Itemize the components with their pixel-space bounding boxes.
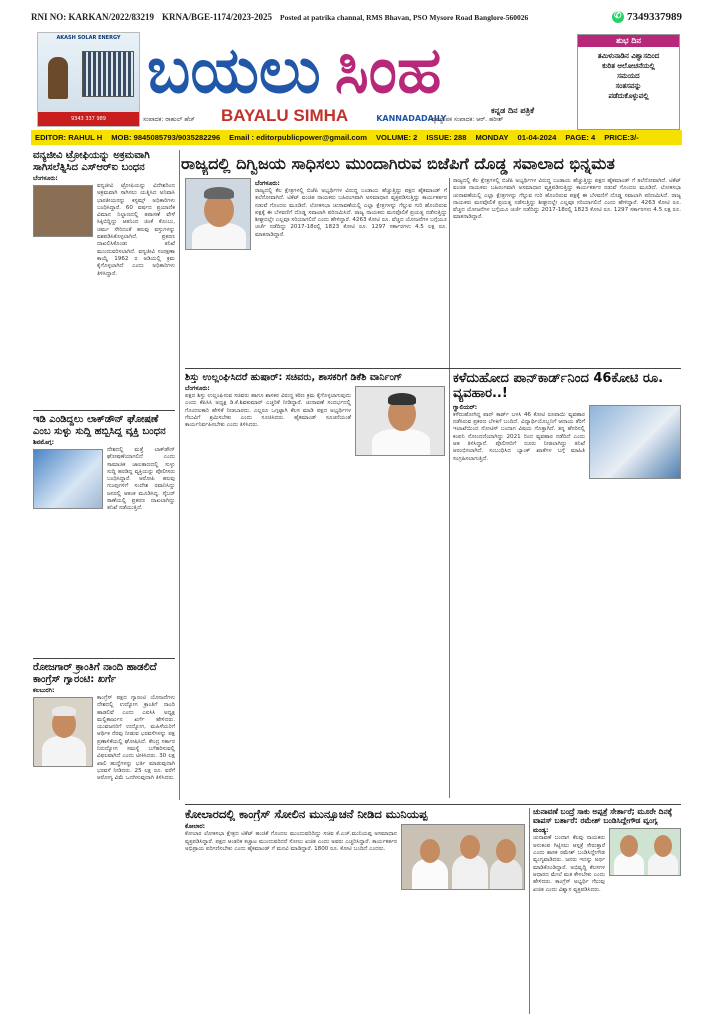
publisher-credit: [431, 106, 535, 124]
logo-daily-tag: KANNADADAILY: [376, 114, 447, 123]
rni-number: RNI NO: KARKAN/2022/83219: [31, 12, 154, 22]
solar-advertisement: [37, 32, 140, 127]
phone-photo: [33, 449, 103, 509]
krna-number: KRNA/BGE-1174/2023-2025: [162, 12, 273, 22]
article-body: ಕಳೆದುಹೋಗಿದ್ದ ಪಾನ್ ಕಾರ್ಡ್ ಬಳಸಿ 46 ಕೋಟಿ ರೂಪಾಯಿ ವ್ಯವಹಾರ ನಡೆಸಿರುವ ಪ್ರಕರಣ ಬೆಳಕಿಗೆ ಬಂದಿದೆ. ವಿದ್ಯಾರ್ಥಿಯೊಬ್ಬನಿಗೆ ಆದಾಯ ತೆರಿಗೆ ಇಲಾಖೆಯಿಂದ ನೋಟಿಸ್ ಬಂದಾಗ ವಿಷಯ ಗೊತ್ತಾಗಿದೆ. ತನ್ನ ಹೆಸರಿನಲ್ಲಿ ಕಂಪನಿ ನೋಂದಣಿಯಾಗಿದ್ದು 2021 ರಿಂದ ವ್ಯವಹಾರ ನಡೆದಿದೆ ಎಂದು ಆತ ತಿಳಿಸಿದ್ದಾನೆ. ಪೊಲೀಸರಿಗೆ ದೂರು ನೀಡಲಾಗಿದ್ದು ತನಿಖೆ ಆರಂಭಿಸಲಾಗಿದೆ. ಸಂಬಂಧಿಸಿದ ಬ್ಯಾಂಕ್ ಖಾತೆಗಳ ಬಗ್ಗೆ ಮಾಹಿತಿ ಸಂಗ್ರಹಿಸಲಾಗುತ್ತಿದೆ.: [453, 411, 585, 462]
issue-date: 01-04-2024: [517, 133, 557, 142]
article-bjp-dissent: [185, 178, 447, 364]
registration-strip: [31, 8, 682, 26]
section-rule: [33, 410, 175, 411]
article-body: ರಾಜ್ಯದಲ್ಲಿ ಕೆಲ ಕ್ಷೇತ್ರಗಳಲ್ಲಿ ಬಿಜೆಪಿ ಅಭ್ಯರ್ಥಿಗಳ ವಿರುದ್ಧ ಬಂಡಾಯ ಹೆಚ್ಚುತ್ತಿದ್ದು ಪಕ್ಷದ ಹೈಕಮಾಂಡ್ ಗೆ ತಲೆನೋವಾಗಿದೆ. ಟಿಕೆಟ್ ವಂಚಿತ ನಾಯಕರು ಬಹಿರಂಗವಾಗಿ ಅಸಮಾಧಾನ ವ್ಯಕ್ತಪಡಿಸುತ್ತಿದ್ದು ಕಾರ್ಯಕರ್ತರ ನಡುವೆ ಗೊಂದಲ ಮೂಡಿದೆ. ಲೋಕಸಭಾ ಚುನಾವಣೆಯಲ್ಲಿ ಎಲ್ಲಾ ಕ್ಷೇತ್ರಗಳನ್ನು ಗೆಲ್ಲುವ ಗುರಿ ಹೊಂದಿರುವ ಪಕ್ಷಕ್ಕೆ ಈ ಬೆಳವಣಿಗೆ ದೊಡ್ಡ ಸವಾಲಾಗಿ ಪರಿಣಮಿಸಿದೆ. ರಾಜ್ಯ ನಾಯಕರು ಮನವೊಲಿಕೆ ಪ್ರಯತ್ನ ನಡೆಸುತ್ತಿದ್ದು ಶೀಘ್ರದಲ್ಲೇ ಎಲ್ಲವೂ ಸರಿಯಾಗಲಿದೆ ಎಂದು ಹೇಳಿದ್ದಾರೆ. 4263 ಕೋಟಿ ರೂ. ವೆಚ್ಚದ ಯೋಜನೆಗಳ ಬಗ್ಗೆಯೂ ಚರ್ಚೆ ನಡೆದಿದ್ದು 2017-18ರಲ್ಲಿ 1823 ಕೋಟಿ ರೂ. 1297 ಸರ್ಕಾರಗಳು 4.5 ಲಕ್ಷ ರೂ. ಮಾತನಾಡಿದ್ದಾರೆ.: [255, 188, 447, 238]
article-wildlife-trophy: [33, 150, 175, 410]
article-dks-warning: [185, 372, 445, 802]
column-divider: [179, 150, 180, 800]
email-address: Email : editorpublicpower@gmail.com: [229, 133, 367, 142]
article-pan-card: [453, 372, 681, 802]
article-lockdown-rumor: [33, 414, 175, 658]
article-headline: ಇಡಿ ಎಂಡಿದ್ದಲು ಲಾಕ್‌ಡೌನ್ ಘೋಷಣೆ ಎಂಬ ಸುಳ್ಳು ಸುದ್ದಿ ಹಬ್ಬಿಸಿದ್ದ ವ್ಯಕ್ತಿ ಬಂಧನ: [33, 414, 166, 437]
article-body: ಕೋಲಾರ ಲೋಕಸಭಾ ಕ್ಷೇತ್ರದ ಟಿಕೆಟ್ ಹಂಚಿಕೆ ಗೊಂದಲ ಮುಂದುವರಿದಿದ್ದು ಸಚಿವ ಕೆ.ಎಚ್.ಮುನಿಯಪ್ಪ ಅಸಮಾಧಾನ ವ್ಯಕ್ತಪಡಿಸಿದ್ದಾರೆ. ಪಕ್ಷದ ಆಂತರಿಕ ಕಚ್ಚಾಟ ಮುಂದುವರಿದರೆ ಸೋಲು ಖಚಿತ ಎಂದು ಅವರು ಎಚ್ಚರಿಸಿದ್ದಾರೆ. ಕಾರ್ಯಕರ್ತರ ಅಭಿಪ್ರಾಯ ಪರಿಗಣಿಸಬೇಕು ಎಂದು ಹೈಕಮಾಂಡ್ ಗೆ ಮನವಿ ಮಾಡಿದ್ದಾರೆ. 1800 ರೂ. ಕೋಟಿ ಬಂದಿದೆ ಎಂದರು.: [185, 831, 397, 852]
article-body: ಪಕ್ಷದ ಶಿಸ್ತು ಉಲ್ಲಂಘಿಸುವ ಸಚಿವರು ಹಾಗೂ ಶಾಸಕರ ವಿರುದ್ಧ ಕಠಿಣ ಕ್ರಮ ಕೈಗೊಳ್ಳಲಾಗುವುದು ಎಂದು ಕೆಪಿಸಿಸಿ ಅಧ್ಯಕ್ಷ ಡಿ.ಕೆ.ಶಿವಕುಮಾರ್ ಎಚ್ಚರಿಕೆ ನೀಡಿದ್ದಾರೆ. ಚುನಾವಣೆ ಸಂದರ್ಭದಲ್ಲಿ ಗೊಂದಲಕಾರಿ ಹೇಳಿಕೆ ನೀಡಬಾರದು. ಎಲ್ಲರೂ ಒಗ್ಗಟ್ಟಾಗಿ ಕೆಲಸ ಮಾಡಿ ಪಕ್ಷದ ಅಭ್ಯರ್ಥಿಗಳ ಗೆಲುವಿಗೆ ಶ್ರಮಿಸಬೇಕು ಎಂದು ಸೂಚಿಸಿದರು. ಹೈಕಮಾಂಡ್ ಸೂಚನೆಯಂತೆ ಕಾರ್ಯನಿರ್ವಹಿಸಬೇಕು ಎಂದು ತಿಳಿಸಿದರು.: [185, 393, 351, 429]
newspaper-logo: [147, 36, 567, 106]
logo-word-simha: ಸಿಂಹ: [334, 34, 442, 108]
logo-kannada-tag: ಕನ್ನಡ ದಿನ ಪತ್ರಿಕೆ: [491, 106, 535, 115]
article-body: ದೇಶದಲ್ಲಿ ಮತ್ತೆ ಲಾಕ್‌ಡೌನ್ ಘೋಷಣೆಯಾಗಲಿದೆ ಎಂದು ಸಾಮಾಜಿಕ ಜಾಲತಾಣದಲ್ಲಿ ಸುಳ್ಳು ಸುದ್ದಿ ಹರಡಿದ್ದ ವ್ಯಕ್ತಿಯನ್ನು ಪೊಲೀಸರು ಬಂಧಿಸಿದ್ದಾರೆ. ಆರೋಪಿ ಹಲವು ಗುಂಪುಗಳಿಗೆ ಸಂದೇಶ ರವಾನಿಸಿದ್ದು ಜನರಲ್ಲಿ ಆತಂಕ ಮೂಡಿಸಿದ್ದ. ಸೈಬರ್ ಠಾಣೆಯಲ್ಲಿ ಪ್ರಕರಣ ದಾಖಲಾಗಿದ್ದು ತನಿಖೆ ನಡೆಯುತ್ತಿದೆ.: [107, 447, 175, 512]
article-headline: ವನ್ಯಜೀವಿ ಟ್ರೋಫಿಯನ್ನು ಅಕ್ರಮವಾಗಿ ಸಾಗಿಸಲೆತ್ನಿಸಿದ ಎಸ್‌ಆರ್‌ಐ ಬಂಧನ: [33, 150, 150, 173]
article-headline: ಚುನಾವಣೆ ಬಂದ್ರೆ ಸಾಕು ಅಪ್ಪತ್ರೆ ಸೇರ್ತಾರೆ; ಮೂರೇ ದಿನಕ್ಕೆ ವಾಪಸ್ ಬರ್ತಾರೆ: ರಮೇಶ್ ಬಂಡಿಸಿದ್ದೇಗೌಡ ವ್ಯಂಗ್ಯ: [533, 808, 673, 825]
section-rule: [33, 658, 175, 659]
siddaramaiah-photo: [185, 178, 251, 250]
wildlife-trophy-photo: [33, 185, 93, 237]
article-muniyappa: [185, 808, 525, 1014]
page-number: PAGE: 4: [565, 133, 596, 142]
article-headline: ಕೋಲಾರದಲ್ಲಿ ಕಾಂಗ್ರೆಸ್ ಸೋಲಿನ ಮುನ್ಸೂಚನೆ ನೀಡಿದ ಮುನಿಯಪ್ಪ: [185, 808, 428, 821]
edition-info-bar: [31, 130, 682, 145]
good-day-line-4: ಸಂತಸವನ್ನು: [615, 82, 642, 90]
good-day-title: ಶುಭ ದಿನ: [578, 35, 679, 47]
solar-panel-image: [82, 51, 134, 97]
newspaper-page: [31, 8, 682, 1018]
article-dateline: ಬೆಂಗಳೂರು:: [255, 180, 280, 187]
article-dateline: ಬೆಂಗಳೂರು:: [33, 175, 58, 182]
article-body: ಕಾಂಗ್ರೆಸ್ ಪಕ್ಷದ ಗ್ಯಾರಂಟಿ ಯೋಜನೆಗಳು ದೇಶದಲ್ಲಿ ಉದ್ಯೋಗ ಕ್ರಾಂತಿಗೆ ನಾಂದಿ ಹಾಡಲಿವೆ ಎಂದು ಎಐಸಿಸಿ ಅಧ್ಯಕ್ಷ ಮಲ್ಲಿಕಾರ್ಜುನ ಖರ್ಗೆ ಹೇಳಿದರು. ಯುವಜನರಿಗೆ ಉದ್ಯೋಗ, ಮಹಿಳೆಯರಿಗೆ ಆರ್ಥಿಕ ನೆರವು ನೀಡುವ ಭರವಸೆಗಳನ್ನು ಪಕ್ಷ ಪ್ರಣಾಳಿಕೆಯಲ್ಲಿ ಘೋಷಿಸಿದೆ. ಕೇಂದ್ರ ಸರ್ಕಾರ ನಿರುದ್ಯೋಗ ಸಮಸ್ಯೆ ಬಗೆಹರಿಸುವಲ್ಲಿ ವಿಫಲವಾಗಿದೆ ಎಂದು ಟೀಕಿಸಿದರು. 30 ಲಕ್ಷ ಖಾಲಿ ಹುದ್ದೆಗಳನ್ನು ಭರ್ತಿ ಮಾಡುವುದಾಗಿ ಭರವಸೆ ನೀಡಿದರು. 25 ಲಕ್ಷ ರೂ. ವರೆಗೆ ಆರೋಗ್ಯ ವಿಮೆ ಒದಗಿಸುವುದಾಗಿ ತಿಳಿಸಿದರು.: [97, 695, 175, 782]
good-day-line-2: ಕುರಿತ ಆಲೋಚನೆಯಲ್ಲಿ: [602, 62, 655, 70]
volume-number: VOLUME: 2: [375, 133, 418, 142]
article-dateline: ಶಿವಮೊಗ್ಗ:: [33, 439, 55, 446]
whatsapp-icon: [612, 11, 624, 23]
article-kharge-guarantee: [33, 662, 175, 1012]
contact-phone: [612, 11, 682, 23]
column-divider: [449, 178, 450, 798]
good-day-line-3: ಸಮಯದ: [617, 72, 640, 80]
article-dateline: ಕಲಬುರಗಿ:: [33, 687, 55, 694]
article-headline: ಶಿಸ್ತು ಉಲ್ಲಂಘಿಸಿದರೆ ಹುಷಾರ್: ಸಚಿವರು, ಶಾಸಕರಿಗೆ ಡಿಕೆಶಿ ವಾರ್ನಿಂಗ್: [185, 372, 403, 383]
issue-number: ISSUE: 288: [426, 133, 467, 142]
article-body: ಚುನಾವಣೆ ಬಂದಾಗ ಕೆಲವು ನಾಯಕರು ಅನುಕಂಪ ಗಿಟ್ಟಿಸಲು ಆಸ್ಪತ್ರೆ ಸೇರುತ್ತಾರೆ ಎಂದು ಶಾಸಕ ರಮೇಶ್ ಬಂಡಿಸಿದ್ದೇಗೌಡ ವ್ಯಂಗ್ಯವಾಡಿದರು. ಜನರು ಇದನ್ನು ಅರ್ಥ ಮಾಡಿಕೊಂಡಿದ್ದಾರೆ. ಅಭಿವೃದ್ಧಿ ಕೆಲಸಗಳ ಆಧಾರದ ಮೇಲೆ ಮತ ಕೇಳಬೇಕು ಎಂದು ಹೇಳಿದರು. ಕಾಂಗ್ರೆಸ್ ಅಭ್ಯರ್ಥಿ ಗೆಲುವು ಖಚಿತ ಎಂದು ವಿಶ್ವಾಸ ವ್ಯಕ್ತಪಡಿಸಿದರು.: [533, 835, 605, 893]
posting-address: Posted at patrika channal, RMS Bhavan, PSO Mysore Road Banglore-560026: [280, 12, 529, 22]
editor-name: EDITOR: RAHUL H: [35, 133, 103, 142]
good-day-line-5: ಪಡೆದುಕೊಳ್ಳುವಲ್ಲಿ: [608, 92, 649, 100]
section-rule: [185, 368, 681, 369]
good-day-line-1: ತಮಿಳುನಾಡಿನ ವಿಶ್ವಾಸದಿಂದ: [597, 52, 660, 60]
editor-credit: ಸಂಪಾದಕ: ರಾಹುಲ್ ಹೆಚ್: [143, 116, 195, 123]
mobile-numbers: MOB: 9845085793/9035282296: [111, 133, 221, 142]
column-divider: [529, 808, 530, 1014]
article-dateline: ಗ್ವಾಲಿಯರ್:: [453, 403, 478, 411]
article-ramesh-bandisiddegowda: [533, 808, 681, 1014]
logo-word-bayalu: ಬಯಲು: [147, 34, 321, 108]
logo-english-name: BAYALU SIMHA: [221, 106, 349, 125]
ad-person-image: [48, 57, 68, 99]
article-headline: ರೋಜಗಾರ್ ಕ್ರಾಂತಿಗೆ ನಾಂದಿ ಹಾಡಲಿದೆ ಕಾಂಗ್ರೆಸ್ ಗ್ಯಾರಂಟಿ: ಖರ್ಗೆ: [33, 662, 157, 685]
ad-contact-bar: 9343 337 989: [38, 112, 139, 126]
article-body-continued: ರಾಜ್ಯದಲ್ಲಿ ಕೆಲ ಕ್ಷೇತ್ರಗಳಲ್ಲಿ ಬಿಜೆಪಿ ಅಭ್ಯರ್ಥಿಗಳ ವಿರುದ್ಧ ಬಂಡಾಯ ಹೆಚ್ಚುತ್ತಿದ್ದು ಪಕ್ಷದ ಹೈಕಮಾಂಡ್ ಗೆ ತಲೆನೋವಾಗಿದೆ. ಟಿಕೆಟ್ ವಂಚಿತ ನಾಯಕರು ಬಹಿರಂಗವಾಗಿ ಅಸಮಾಧಾನ ವ್ಯಕ್ತಪಡಿಸುತ್ತಿದ್ದು ಕಾರ್ಯಕರ್ತರ ನಡುವೆ ಗೊಂದಲ ಮೂಡಿದೆ. ಲೋಕಸಭಾ ಚುನಾವಣೆಯಲ್ಲಿ ಎಲ್ಲಾ ಕ್ಷೇತ್ರಗಳನ್ನು ಗೆಲ್ಲುವ ಗುರಿ ಹೊಂದಿರುವ ಪಕ್ಷಕ್ಕೆ ಈ ಬೆಳವಣಿಗೆ ದೊಡ್ಡ ಸವಾಲಾಗಿ ಪರಿಣಮಿಸಿದೆ. ರಾಜ್ಯ ನಾಯಕರು ಮನವೊಲಿಕೆ ಪ್ರಯತ್ನ ನಡೆಸುತ್ತಿದ್ದು ಶೀಘ್ರದಲ್ಲೇ ಎಲ್ಲವೂ ಸರಿಯಾಗಲಿದೆ ಎಂದು ಹೇಳಿದ್ದಾರೆ. 4263 ಕೋಟಿ ರೂ. ವೆಚ್ಚದ ಯೋಜನೆಗಳ ಬಗ್ಗೆಯೂ ಚರ್ಚೆ ನಡೆದಿದ್ದು 2017-18ರಲ್ಲಿ 1823 ಕೋಟಿ ರೂ. 1297 ಸರ್ಕಾರಗಳು 4.5 ಲಕ್ಷ ರೂ. ಮಾತನಾಡಿದ್ದಾರೆ.: [453, 178, 681, 221]
masthead: [31, 28, 682, 130]
weekday: MONDAY: [475, 133, 509, 142]
muniyappa-photo: [401, 824, 525, 890]
article-dateline: ಬೆಂಗಳೂರು:: [185, 385, 210, 393]
kharge-photo: [33, 697, 93, 767]
section-rule: [185, 804, 681, 805]
publisher-name: ವ್ಯವಸ್ಥಾಪಕ ಸಂಪಾದಕ: ಆರ್. ಹರೀಶ್: [431, 116, 504, 123]
pan-card-photo: [589, 405, 681, 479]
article-bjp-dissent-continued: [453, 178, 681, 364]
dk-shivakumar-photo: [355, 386, 445, 456]
ad-title: AKASH SOLAR ENERGY: [56, 35, 121, 41]
phone-number: 7349337989: [627, 11, 682, 23]
article-dateline: ಮಂಡ್ಯ:: [533, 827, 549, 835]
lead-headline: ರಾಜ್ಯದಲ್ಲಿ ದಿಗ್ವಿಜಯ ಸಾಧಿಸಲು ಮುಂದಾಗಿರುವ ಬಿಜೆಪಿಗೆ ದೊಡ್ಡ ಸವಾಲಾದ ಭಿನ್ನಮತ: [181, 154, 615, 173]
good-day-box: [577, 34, 680, 130]
article-headline: ಕಳೆದುಹೋದ ಪಾನ್‌ಕಾರ್ಡ್‌ನಿಂದ 46ಕೋಟಿ ರೂ. ವ್ಯವಹಾರ..!: [453, 372, 664, 401]
ramesh-photo: [609, 828, 681, 876]
article-body: ವನ್ಯಜೀವಿ ಟ್ರೋಫಿಯನ್ನು ವಿದೇಶದಿಂದ ಅಕ್ರಮವಾಗಿ ಸಾಗಿಸಲು ಯತ್ನಿಸಿದ ಅನಿವಾಸಿ ಭಾರತೀಯನನ್ನು ಕಸ್ಟಮ್ಸ್ ಅಧಿಕಾರಿಗಳು ಬಂಧಿಸಿದ್ದಾರೆ. 60 ವರ್ಷದ ಪ್ರಯಾಣಿಕ ವಿಮಾನ ನಿಲ್ದಾಣದಲ್ಲಿ ತಪಾಸಣೆ ವೇಳೆ ಸಿಕ್ಕಿಬಿದ್ದಿದ್ದು ಆತನಿಂದ ಜಿಂಕೆ ಕೊಂಬು, ಚರ್ಮ ಸೇರಿದಂತೆ ಹಲವು ವಸ್ತುಗಳನ್ನು ವಶಪಡಿಸಿಕೊಳ್ಳಲಾಗಿದೆ. ಪ್ರಕರಣ ದಾಖಲಿಸಿಕೊಂಡು ತನಿಖೆ ಮುಂದುವರಿಸಲಾಗಿದೆ. ವನ್ಯಜೀವಿ ಸಂರಕ್ಷಣಾ ಕಾಯ್ದೆ 1962 ರ ಅಡಿಯಲ್ಲಿ ಕ್ರಮ ಕೈಗೊಳ್ಳಲಾಗಿದೆ ಎಂದು ಅಧಿಕಾರಿಗಳು ತಿಳಿಸಿದ್ದಾರೆ.: [97, 183, 175, 277]
price: PRICE:3/-: [604, 133, 639, 142]
article-dateline: ಕೋಲಾರ:: [185, 823, 206, 831]
